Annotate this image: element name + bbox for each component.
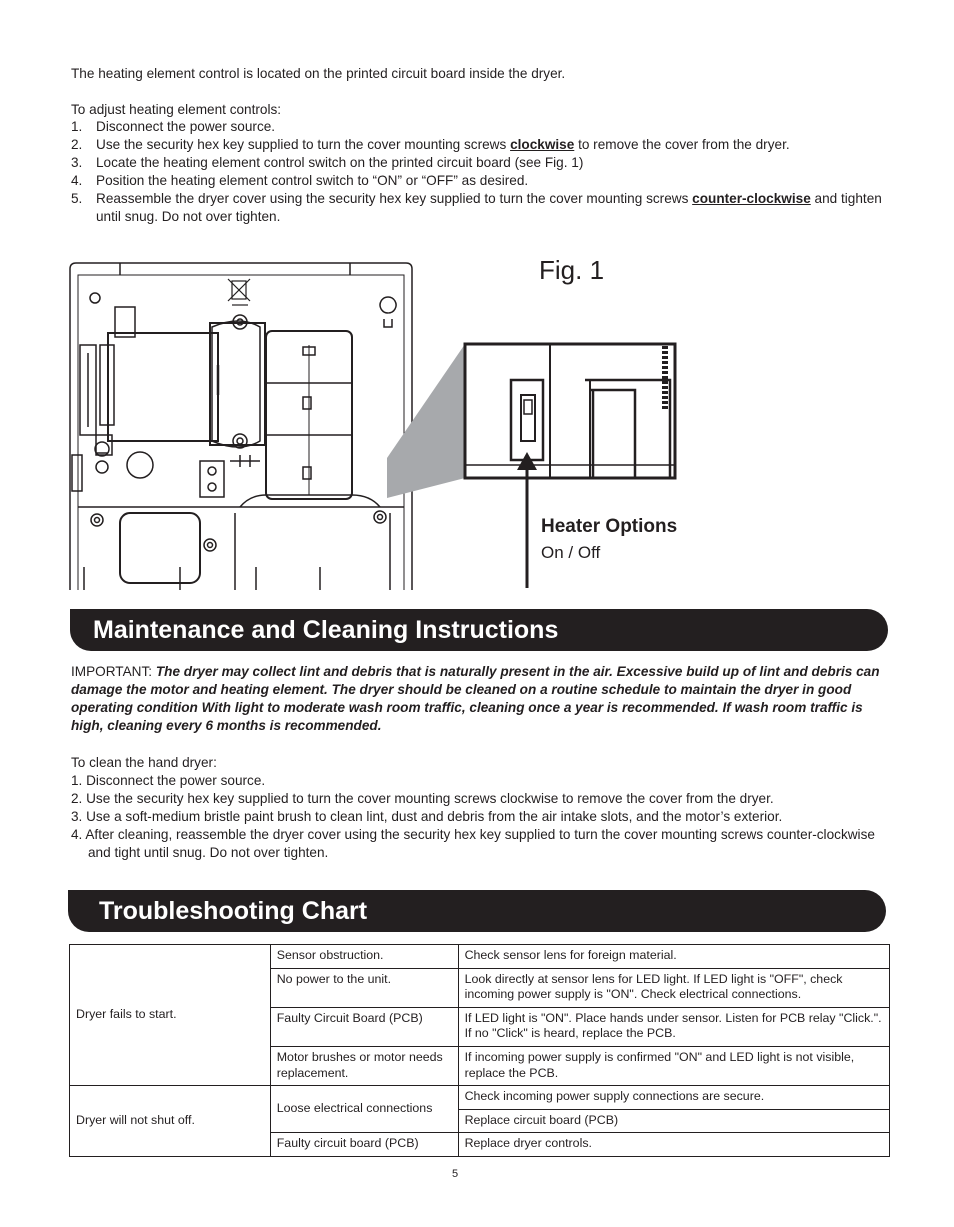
step-text: Use the security hex key supplied to turn the cover mounting screws	[96, 137, 511, 152]
cause-cell: No power to the unit.	[270, 968, 458, 1007]
remedy-cell: If incoming power supply is confirmed "ON" and LED light is not visible, replace the PCB.	[458, 1046, 889, 1085]
step-text: Position the heating element control switch to “ON” or “OFF” as desired.	[96, 173, 529, 188]
remedy-cell: Look directly at sensor lens for LED light. If LED light is "OFF", check incoming power supply is "ON". Check electrical connections.	[458, 968, 889, 1007]
intro-text: The heating element control is located on the printed circuit board inside the dryer.	[71, 66, 566, 81]
adjust-step	[71, 172, 901, 190]
adjust-step	[71, 136, 901, 154]
step-text: Locate the heating element control switch on the printed circuit board (see Fig. 1)	[96, 155, 584, 170]
important-label: IMPORTANT:	[71, 664, 156, 679]
cause-cell: Sensor obstruction.	[270, 945, 458, 969]
problem-cell: Dryer fails to start.	[70, 945, 271, 1086]
maintenance-heading: Maintenance and Cleaning Instructions	[93, 616, 559, 644]
step-number: 3.	[71, 155, 83, 170]
remedy-cell: Replace circuit board (PCB)	[458, 1109, 889, 1133]
step-text: Reassemble the dryer cover using the security hex key supplied to turn the cover mounting screws	[96, 191, 693, 206]
step-text: Disconnect the power source.	[96, 119, 276, 134]
callout-subtitle: On / Off	[541, 543, 601, 562]
problem-cell: Dryer will not shut off.	[70, 1086, 271, 1157]
table-row	[70, 1086, 890, 1110]
cause-cell: Motor brushes or motor needs replacement.	[270, 1046, 458, 1085]
remedy-cell: Replace dryer controls.	[458, 1133, 889, 1157]
step-number: 5.	[71, 191, 83, 206]
step-number: 4.	[71, 173, 83, 188]
important-notice	[71, 663, 893, 735]
troubleshooting-heading: Troubleshooting Chart	[99, 897, 368, 925]
step-number: 2.	[71, 137, 83, 152]
cleaning-instructions	[71, 754, 901, 862]
cause-cell: Faulty circuit board (PCB)	[270, 1133, 458, 1157]
troubleshooting-banner	[68, 890, 886, 932]
clean-step: 3. Use a soft-medium bristle paint brush to clean lint, dust and debris from the air intake slots, and the motor’s exterior.	[71, 809, 783, 824]
adjust-heading: To adjust heating element controls:	[71, 102, 282, 117]
step-text: to remove the cover from the dryer.	[574, 137, 790, 152]
step-number: 1.	[71, 119, 83, 134]
cause-cell: Loose electrical connections	[270, 1086, 458, 1133]
step-emphasis: counter-clockwise	[692, 191, 811, 206]
troubleshooting-table	[69, 944, 890, 1157]
step-text: and tighten until snug. Do not over tighten.	[96, 191, 882, 224]
page-number: 5	[452, 1168, 459, 1180]
adjust-steps-list	[71, 118, 901, 226]
callout-title: Heater Options	[541, 516, 678, 537]
cause-cell: Faulty Circuit Board (PCB)	[270, 1007, 458, 1046]
remedy-cell: If LED light is "ON". Place hands under sensor. Listen for PCB relay "Click.". If no "Click" is heard, replace the PCB.	[458, 1007, 889, 1046]
remedy-cell: Check incoming power supply connections are secure.	[458, 1086, 889, 1110]
clean-step: 2. Use the security hex key supplied to turn the cover mounting screws clockwise to remove the cover from the dryer.	[71, 791, 774, 806]
figure-label: Fig. 1	[539, 255, 605, 285]
clean-step: 4. After cleaning, reassemble the dryer cover using the security hex key supplied to turn the cover mounting screws counter-clockwise and tight until snug. Do not over tighten.	[71, 827, 875, 860]
maintenance-banner	[70, 609, 888, 651]
important-text: The dryer may collect lint and debris that is naturally present in the air. Excessive build up of lint and debris can damage the motor and heating element. The dryer should be cleaned on a routine schedule to maintain the dryer in good operating condition With light to moderate wash room traffic, cleaning once a year is recommended. If wash room traffic is high, cleaning every 6 months is recommended.	[71, 664, 880, 733]
table-row	[70, 945, 890, 969]
remedy-cell: Check sensor lens for foreign material.	[458, 945, 889, 969]
callout-magnifier	[335, 340, 680, 590]
adjust-step	[71, 190, 901, 226]
step-emphasis: clockwise	[510, 137, 575, 152]
clean-step: 1. Disconnect the power source.	[71, 773, 266, 788]
adjust-step	[71, 154, 901, 172]
adjust-step	[71, 118, 901, 136]
clean-heading: To clean the hand dryer:	[71, 755, 217, 770]
